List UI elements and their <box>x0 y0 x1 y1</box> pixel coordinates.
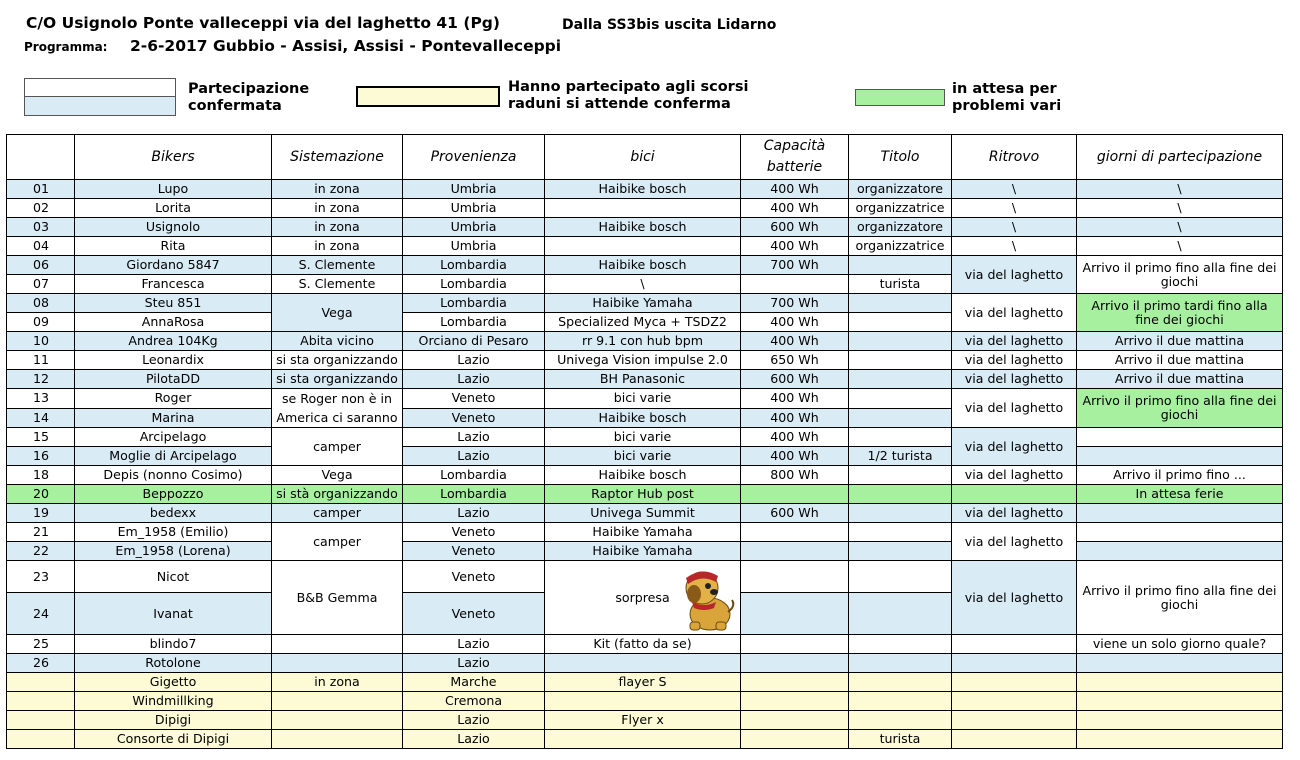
ritrovo-cell: via del laghetto <box>952 428 1077 466</box>
titolo-cell <box>849 256 952 275</box>
provenienza-cell: Lazio <box>403 654 545 673</box>
bici-cell <box>545 199 741 218</box>
header-provenienza: Provenienza <box>403 135 545 180</box>
biker-name: Em_1958 (Emilio) <box>75 523 272 542</box>
giorni-cell <box>1077 447 1283 466</box>
program-label: Programma: <box>24 40 108 54</box>
provenienza-cell: Lazio <box>403 635 545 654</box>
giorni-cell <box>1077 428 1283 447</box>
bici-cell: Kit (fatto da se) <box>545 635 741 654</box>
bici-cell: Haibike bosch <box>545 218 741 237</box>
capacita-cell: 400 Wh <box>741 447 849 466</box>
biker-name: Rita <box>75 237 272 256</box>
row-number: 21 <box>7 523 75 542</box>
capacita-cell <box>741 542 849 561</box>
row-number: 24 <box>7 593 75 635</box>
ritrovo-cell: via del laghetto <box>952 389 1077 428</box>
table-row <box>7 523 1283 542</box>
biker-name: Leonardix <box>75 351 272 370</box>
titolo-cell <box>849 428 952 447</box>
table-row <box>7 428 1283 447</box>
row-number: 23 <box>7 561 75 593</box>
legend-confirmed-line1: Partecipazione <box>188 81 310 97</box>
biker-name: Consorte di Dipigi <box>75 730 272 749</box>
titolo-cell <box>849 711 952 730</box>
ritrovo-cell: via del laghetto <box>952 351 1077 370</box>
giorni-cell <box>1077 711 1283 730</box>
capacita-cell: 700 Wh <box>741 256 849 275</box>
giorni-cell <box>1077 542 1283 561</box>
bici-cell: Haibike bosch <box>545 256 741 275</box>
bici-cell: Flyer x <box>545 711 741 730</box>
row-number: 18 <box>7 466 75 485</box>
table-row <box>7 692 1283 711</box>
ritrovo-cell <box>952 730 1077 749</box>
row-number: 06 <box>7 256 75 275</box>
titolo-cell: turista <box>849 730 952 749</box>
biker-name: Lupo <box>75 180 272 199</box>
titolo-cell <box>849 351 952 370</box>
ritrovo-cell: \ <box>952 237 1077 256</box>
table-row <box>7 542 1283 561</box>
capacita-cell: 400 Wh <box>741 408 849 428</box>
bici-cell: Raptor Hub post <box>545 485 741 504</box>
provenienza-cell: Lazio <box>403 447 545 466</box>
provenienza-cell: Lazio <box>403 504 545 523</box>
giorni-cell: Arrivo il primo fino alla fine dei giochi <box>1077 256 1283 294</box>
biker-name: PilotaDD <box>75 370 272 389</box>
row-number: 25 <box>7 635 75 654</box>
sistemazione-cell: in zona <box>272 673 403 692</box>
capacita-cell: 400 Wh <box>741 180 849 199</box>
titolo-cell <box>849 332 952 351</box>
sistemazione-cell: Vega <box>272 466 403 485</box>
giorni-cell: \ <box>1077 218 1283 237</box>
sistemazione-cell: Vega <box>272 294 403 332</box>
provenienza-cell: Veneto <box>403 389 545 409</box>
table-row <box>7 711 1283 730</box>
bici-cell: Haibike bosch <box>545 180 741 199</box>
capacita-cell: 400 Wh <box>741 332 849 351</box>
capacita-cell <box>741 692 849 711</box>
giorni-cell: \ <box>1077 199 1283 218</box>
titolo-cell <box>849 635 952 654</box>
provenienza-cell: Lazio <box>403 428 545 447</box>
ritrovo-cell: via del laghetto <box>952 523 1077 561</box>
row-number: 10 <box>7 332 75 351</box>
biker-name: Steu 851 <box>75 294 272 313</box>
capacita-cell: 650 Wh <box>741 351 849 370</box>
capacita-cell <box>741 730 849 749</box>
giorni-cell: viene un solo giorno quale? <box>1077 635 1283 654</box>
ritrovo-cell <box>952 485 1077 504</box>
bici-cell <box>545 692 741 711</box>
row-number: 26 <box>7 654 75 673</box>
provenienza-cell: Lazio <box>403 370 545 389</box>
titolo-cell <box>849 561 952 593</box>
giorni-cell: Arrivo il primo fino alla fine dei giochi <box>1077 561 1283 635</box>
provenienza-cell: Umbria <box>403 199 545 218</box>
legend-waiting-line2: problemi vari <box>952 98 1062 114</box>
bici-cell: Haibike Yamaha <box>545 294 741 313</box>
ritrovo-cell: via del laghetto <box>952 256 1077 294</box>
ritrovo-cell <box>952 692 1077 711</box>
sistemazione-cell <box>272 711 403 730</box>
row-number: 14 <box>7 408 75 428</box>
provenienza-cell: Lombardia <box>403 313 545 332</box>
capacita-cell: 400 Wh <box>741 237 849 256</box>
provenienza-cell: Lombardia <box>403 294 545 313</box>
header-bici: bici <box>545 135 741 180</box>
giorni-cell <box>1077 730 1283 749</box>
row-number: 11 <box>7 351 75 370</box>
sistemazione-cell <box>272 635 403 654</box>
row-number: 09 <box>7 313 75 332</box>
capacita-cell: 600 Wh <box>741 218 849 237</box>
capacita-cell <box>741 711 849 730</box>
provenienza-cell: Veneto <box>403 523 545 542</box>
biker-name: bedexx <box>75 504 272 523</box>
biker-name: Usignolo <box>75 218 272 237</box>
biker-name: Francesca <box>75 275 272 294</box>
titolo-cell <box>849 294 952 313</box>
bici-cell: Haibike bosch <box>545 466 741 485</box>
titolo-cell <box>849 485 952 504</box>
titolo-cell <box>849 370 952 389</box>
sistemazione-cell: in zona <box>272 237 403 256</box>
bici-cell: Univega Vision impulse 2.0 <box>545 351 741 370</box>
bici-cell <box>545 654 741 673</box>
table-row <box>7 504 1283 523</box>
ritrovo-cell: \ <box>952 199 1077 218</box>
ritrovo-cell: \ <box>952 218 1077 237</box>
provenienza-cell: Lombardia <box>403 485 545 504</box>
ritrovo-cell: via del laghetto <box>952 561 1077 635</box>
row-number: 02 <box>7 199 75 218</box>
bici-cell: Specialized Myca + TSDZ2 <box>545 313 741 332</box>
giorni-cell: \ <box>1077 180 1283 199</box>
bici-cell: bici varie <box>545 389 741 409</box>
header-giorni: giorni di partecipazione <box>1077 135 1283 180</box>
sistemazione-cell: camper <box>272 523 403 561</box>
capacita-cell: 400 Wh <box>741 199 849 218</box>
row-number <box>7 673 75 692</box>
table-row <box>7 237 1283 256</box>
table-row <box>7 447 1283 466</box>
header-ritrovo: Ritrovo <box>952 135 1077 180</box>
biker-name: Giordano 5847 <box>75 256 272 275</box>
giorni-cell <box>1077 654 1283 673</box>
header-sistemazione: Sistemazione <box>272 135 403 180</box>
sistemazione-cell: camper <box>272 504 403 523</box>
sistemazione-cell: S. Clemente <box>272 256 403 275</box>
ritrovo-cell: via del laghetto <box>952 294 1077 332</box>
biker-name: Rotolone <box>75 654 272 673</box>
giorni-cell <box>1077 523 1283 542</box>
capacita-cell <box>741 275 849 294</box>
legend-confirmed-line2: confermata <box>188 98 282 114</box>
provenienza-cell: Marche <box>403 673 545 692</box>
program-value: 2-6-2017 Gubbio - Assisi, Assisi - Pontevalleceppi <box>130 37 562 55</box>
provenienza-cell: Lombardia <box>403 275 545 294</box>
row-number: 03 <box>7 218 75 237</box>
legend-past-line1: Hanno partecipato agli scorsi <box>508 79 749 95</box>
bici-cell: Haibike Yamaha <box>545 523 741 542</box>
table-row <box>7 180 1283 199</box>
biker-name: Gigetto <box>75 673 272 692</box>
sistemazione-cell: si sta organizzando <box>272 370 403 389</box>
table-row <box>7 256 1283 275</box>
row-number <box>7 711 75 730</box>
biker-name: blindo7 <box>75 635 272 654</box>
bici-cell: bici varie <box>545 447 741 466</box>
titolo-cell: turista <box>849 275 952 294</box>
row-number: 13 <box>7 389 75 409</box>
provenienza-cell: Lombardia <box>403 256 545 275</box>
table-row <box>7 218 1283 237</box>
biker-name: Marina <box>75 408 272 428</box>
titolo-cell <box>849 673 952 692</box>
row-number: 16 <box>7 447 75 466</box>
header-capacita-line2: batterie <box>766 159 823 175</box>
giorni-cell: Arrivo il due mattina <box>1077 370 1283 389</box>
directions-note: Dalla SS3bis uscita Lidarno <box>562 17 777 33</box>
giorni-cell: Arrivo il due mattina <box>1077 332 1283 351</box>
biker-name: Dipigi <box>75 711 272 730</box>
cartoon-dog-icon <box>676 562 736 634</box>
sistemazione-cell: in zona <box>272 180 403 199</box>
provenienza-cell: Umbria <box>403 237 545 256</box>
table-row <box>7 673 1283 692</box>
table-row <box>7 635 1283 654</box>
provenienza-cell: Lombardia <box>403 466 545 485</box>
provenienza-cell: Veneto <box>403 408 545 428</box>
row-number: 07 <box>7 275 75 294</box>
biker-name: Nicot <box>75 561 272 593</box>
titolo-cell <box>849 692 952 711</box>
titolo-cell <box>849 313 952 332</box>
sistemazione-cell: S. Clemente <box>272 275 403 294</box>
bici-cell: flayer S <box>545 673 741 692</box>
header-capacita <box>741 135 849 180</box>
titolo-cell: organizzatore <box>849 180 952 199</box>
row-number <box>7 692 75 711</box>
row-number <box>7 730 75 749</box>
bici-cell: rr 9.1 con hub bpm <box>545 332 741 351</box>
sistemazione-cell <box>272 654 403 673</box>
ritrovo-cell <box>952 673 1077 692</box>
page-title: C/O Usignolo Ponte valleceppi via del laghetto 41 (Pg) <box>26 14 500 32</box>
table-row <box>7 370 1283 389</box>
row-number: 19 <box>7 504 75 523</box>
capacita-cell: 400 Wh <box>741 313 849 332</box>
giorni-cell <box>1077 692 1283 711</box>
bici-cell: BH Panasonic <box>545 370 741 389</box>
biker-name: Moglie di Arcipelago <box>75 447 272 466</box>
titolo-cell: 1/2 turista <box>849 447 952 466</box>
row-number: 04 <box>7 237 75 256</box>
titolo-cell: organizzatrice <box>849 237 952 256</box>
table-row <box>7 332 1283 351</box>
bici-cell: \ <box>545 275 741 294</box>
giorni-cell: Arrivo il primo fino ... <box>1077 466 1283 485</box>
table-row <box>7 654 1283 673</box>
titolo-cell <box>849 523 952 542</box>
ritrovo-cell: via del laghetto <box>952 504 1077 523</box>
header-titolo: Titolo <box>849 135 952 180</box>
legend-waiting-line1: in attesa per <box>952 81 1057 97</box>
row-number: 12 <box>7 370 75 389</box>
sistemazione-cell: se Roger non è in America ci saranno <box>272 389 403 428</box>
bici-cell: Haibike Yamaha <box>545 542 741 561</box>
biker-name: Ivanat <box>75 593 272 635</box>
provenienza-cell: Orciano di Pesaro <box>403 332 545 351</box>
giorni-cell <box>1077 504 1283 523</box>
table-row <box>7 199 1283 218</box>
row-number: 01 <box>7 180 75 199</box>
capacita-cell: 600 Wh <box>741 504 849 523</box>
biker-name: AnnaRosa <box>75 313 272 332</box>
capacita-cell: 600 Wh <box>741 370 849 389</box>
giorni-cell: In attesa ferie <box>1077 485 1283 504</box>
legend-swatch-past <box>356 86 500 107</box>
capacita-cell: 400 Wh <box>741 389 849 409</box>
bici-cell <box>545 237 741 256</box>
biker-name: Roger <box>75 389 272 409</box>
biker-name: Windmillking <box>75 692 272 711</box>
header-capacita-line1: Capacità <box>763 138 826 154</box>
capacita-cell <box>741 673 849 692</box>
capacita-cell: 700 Wh <box>741 294 849 313</box>
sistemazione-cell <box>272 730 403 749</box>
titolo-cell <box>849 389 952 409</box>
bici-cell: Haibike bosch <box>545 408 741 428</box>
giorni-cell: \ <box>1077 237 1283 256</box>
header-index <box>7 135 75 180</box>
provenienza-cell: Umbria <box>403 218 545 237</box>
sistemazione-cell <box>272 692 403 711</box>
bici-cell <box>545 730 741 749</box>
table-row <box>7 294 1283 313</box>
titolo-cell <box>849 408 952 428</box>
ritrovo-cell: via del laghetto <box>952 466 1077 485</box>
table-row <box>7 561 1283 593</box>
biker-name: Andrea 104Kg <box>75 332 272 351</box>
bici-cell: bici varie <box>545 428 741 447</box>
header-bikers: Bikers <box>75 135 272 180</box>
giorni-cell: Arrivo il due mattina <box>1077 351 1283 370</box>
table-row <box>7 730 1283 749</box>
giorni-cell: Arrivo il primo fino alla fine dei giochi <box>1077 389 1283 428</box>
sistemazione-cell: in zona <box>272 218 403 237</box>
giorni-cell: Arrivo il primo tardi fino alla fine dei giochi <box>1077 294 1283 332</box>
titolo-cell <box>849 593 952 635</box>
provenienza-cell: Veneto <box>403 542 545 561</box>
ritrovo-cell <box>952 635 1077 654</box>
capacita-cell <box>741 593 849 635</box>
ritrovo-cell <box>952 711 1077 730</box>
titolo-cell <box>849 542 952 561</box>
legend-swatch-waiting <box>855 89 945 106</box>
biker-name: Lorita <box>75 199 272 218</box>
ritrovo-cell <box>952 654 1077 673</box>
sistemazione-cell: Abita vicino <box>272 332 403 351</box>
titolo-cell: organizzatore <box>849 218 952 237</box>
titolo-cell <box>849 466 952 485</box>
bici-sorpresa: sorpresa <box>615 589 670 605</box>
titolo-cell: organizzatrice <box>849 199 952 218</box>
titolo-cell <box>849 504 952 523</box>
capacita-cell: 400 Wh <box>741 428 849 447</box>
row-number: 20 <box>7 485 75 504</box>
ritrovo-cell: via del laghetto <box>952 370 1077 389</box>
giorni-cell <box>1077 673 1283 692</box>
titolo-cell <box>849 654 952 673</box>
row-number: 15 <box>7 428 75 447</box>
ritrovo-cell: via del laghetto <box>952 332 1077 351</box>
capacita-cell <box>741 654 849 673</box>
bici-cell <box>545 561 741 635</box>
ritrovo-cell: \ <box>952 180 1077 199</box>
provenienza-cell: Lazio <box>403 711 545 730</box>
table-row <box>7 485 1283 504</box>
row-number: 08 <box>7 294 75 313</box>
provenienza-cell: Lazio <box>403 351 545 370</box>
capacita-cell <box>741 561 849 593</box>
bici-cell: Univega Summit <box>545 504 741 523</box>
biker-name: Beppozzo <box>75 485 272 504</box>
provenienza-cell: Umbria <box>403 180 545 199</box>
participants-table <box>6 134 1283 749</box>
table-row <box>7 466 1283 485</box>
provenienza-cell: Cremona <box>403 692 545 711</box>
provenienza-cell: Veneto <box>403 561 545 593</box>
capacita-cell: 800 Wh <box>741 466 849 485</box>
legend-swatch-confirmed <box>24 78 176 116</box>
sistemazione-cell: B&B Gemma <box>272 561 403 635</box>
sistemazione-cell: si stà organizzando <box>272 485 403 504</box>
table-row <box>7 351 1283 370</box>
capacita-cell <box>741 523 849 542</box>
row-number: 22 <box>7 542 75 561</box>
sistemazione-cell: camper <box>272 428 403 466</box>
capacita-cell <box>741 485 849 504</box>
capacita-cell <box>741 635 849 654</box>
table-row <box>7 389 1283 409</box>
sistemazione-cell: in zona <box>272 199 403 218</box>
sistemazione-cell: si sta organizzando <box>272 351 403 370</box>
legend-past-line2: raduni si attende conferma <box>508 96 731 112</box>
biker-name: Arcipelago <box>75 428 272 447</box>
biker-name: Depis (nonno Cosimo) <box>75 466 272 485</box>
biker-name: Em_1958 (Lorena) <box>75 542 272 561</box>
provenienza-cell: Lazio <box>403 730 545 749</box>
provenienza-cell: Veneto <box>403 593 545 635</box>
